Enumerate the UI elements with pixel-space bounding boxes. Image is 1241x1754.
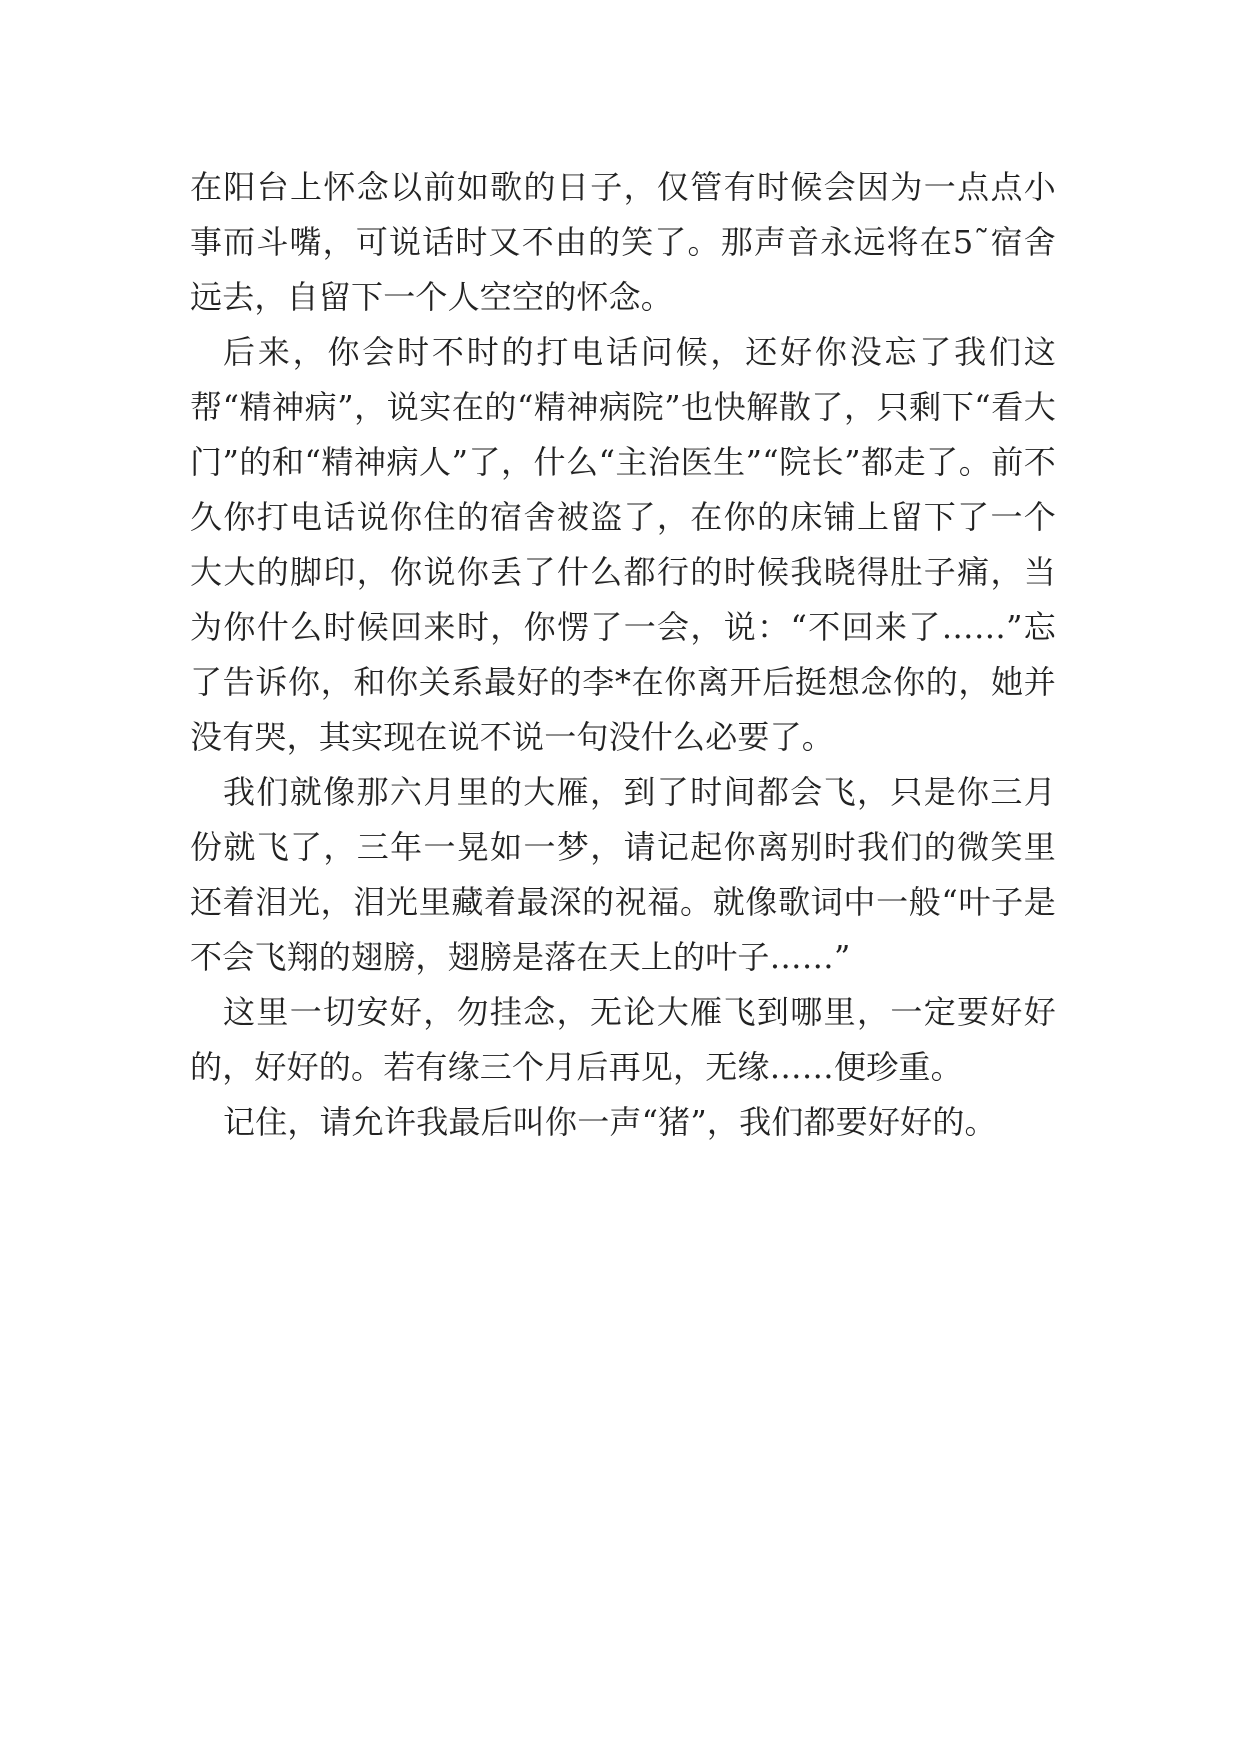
paragraph-5: 记住，请允许我最后叫你一声“猪”，我们都要好好的。 — [223, 1103, 997, 1141]
body-text — [190, 160, 1056, 1150]
paragraph-2: 后来，你会时不时的打电话问候，还好你没忘了我们这帮“精神病”，说实在的“精神病院”也快解散了，只剩下“看大门”的和“精神病人”了，什么“主治医生”“院长”都走了。前不久你打电话说你住的宿舍被盗了，在你的床铺上留下了一个大大的脚印，你说你丢了什么都行的时候我晓得肚子痛，当为你什么时候回来时，你愣了一会，说：“不回来了……”忘了告诉你，和你关系最好的李*在你离开后挺想念你的，她并没有哭，其实现在说不说一句没什么必要了。 — [190, 333, 1056, 756]
paragraph-1: 在阳台上怀念以前如歌的日子，仅管有时候会因为一点点小事而斗嘴，可说话时又不由的笑了。那声音永远将在5˜宿舍远去，自留下一个人空空的怀念。 — [190, 168, 1056, 316]
paragraph-4: 这里一切安好，勿挂念，无论大雁飞到哪里，一定要好好的，好好的。若有缘三个月后再见，无缘……便珍重。 — [190, 993, 1056, 1086]
paragraph-3: 我们就像那六月里的大雁，到了时间都会飞，只是你三月份就飞了，三年一晃如一梦，请记起你离别时我们的微笑里还着泪光，泪光里藏着最深的祝福。就像歌词中一般“叶子是不会飞翔的翅膀，翅膀是落在天上的叶子……” — [190, 773, 1056, 976]
